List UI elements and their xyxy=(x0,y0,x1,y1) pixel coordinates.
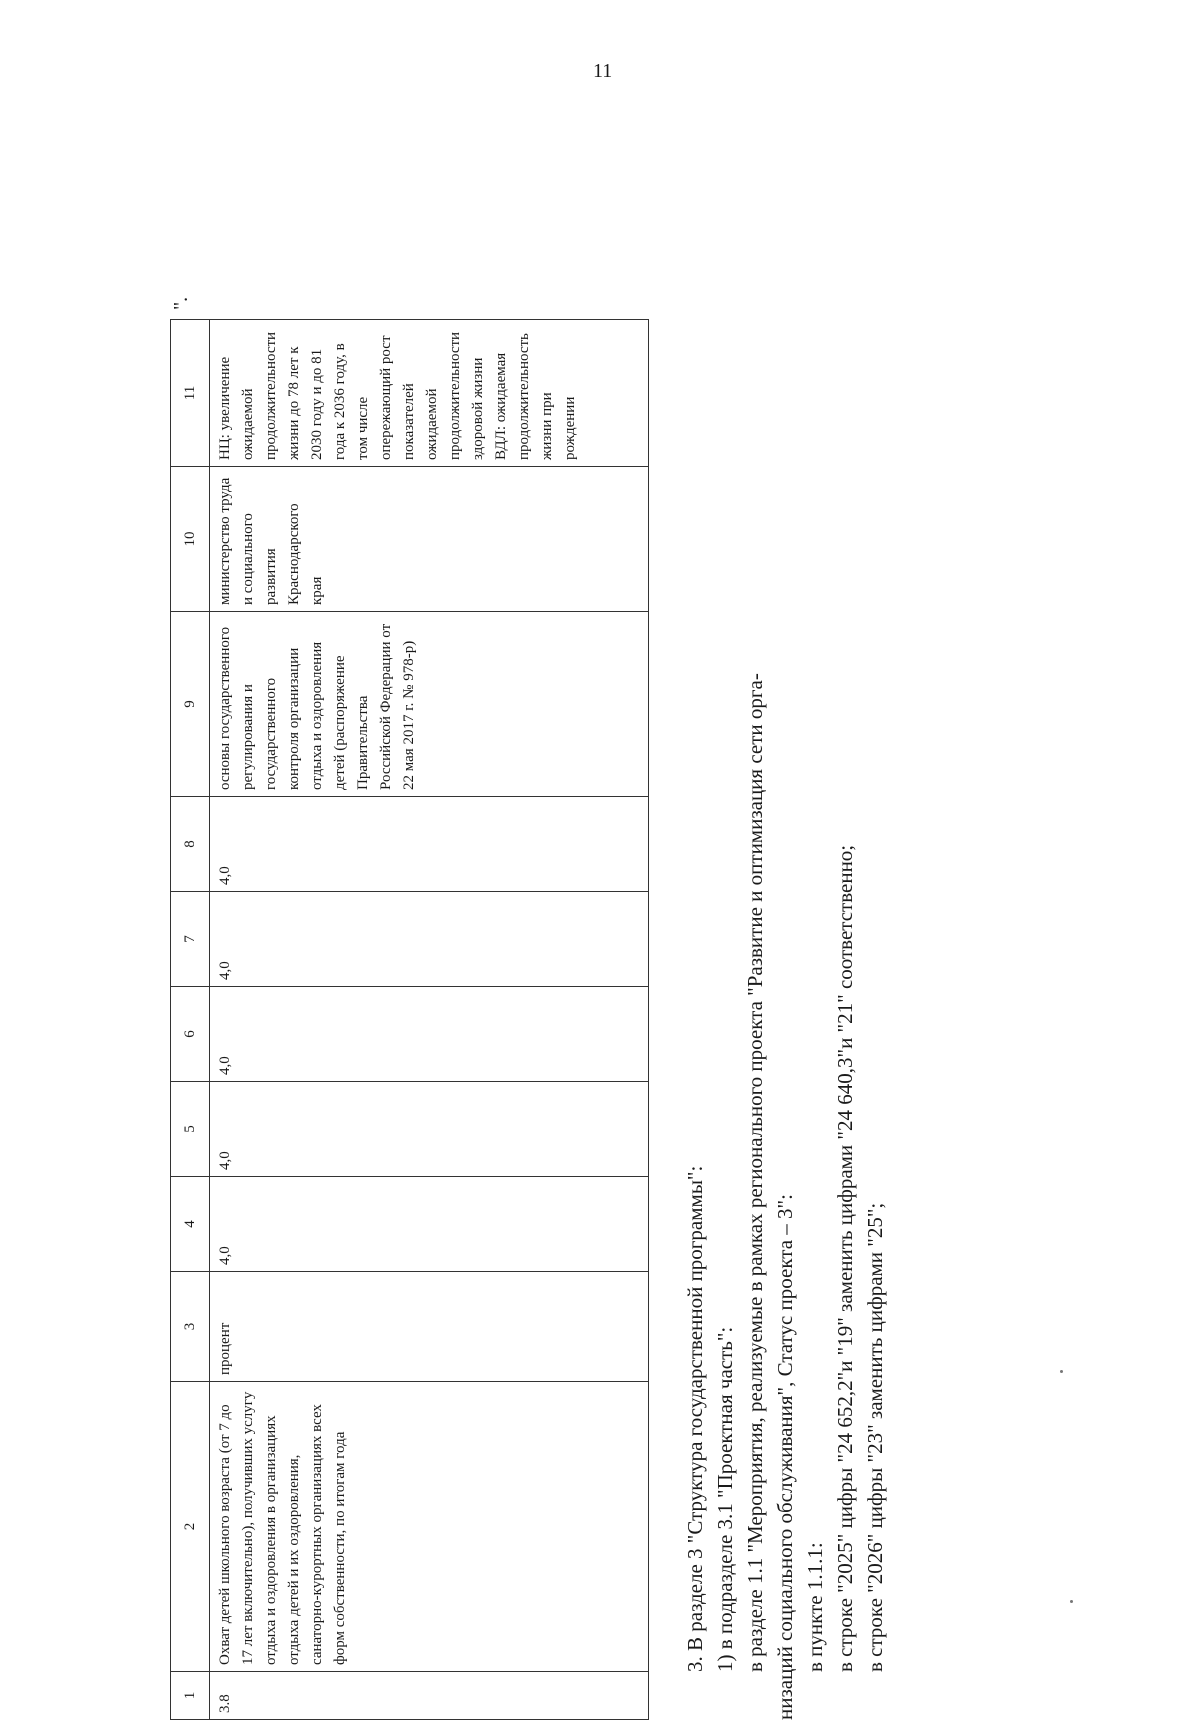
scan-speck xyxy=(1060,1370,1063,1373)
header-col-7: 7 xyxy=(171,892,210,987)
text-line-7: в строке "2026" цифры "23" заменить цифрами "25"; xyxy=(863,1202,887,1672)
header-col-3: 3 xyxy=(171,1272,210,1382)
national-goal-link: НЦ: увеличение ожидаемой продолжительности жизни до 78 лет к 2030 году и до 81 года к 2036 году, в том числе опережающий рост показателей ожидаемой продолжительности здоровой жизни ВДЛ: ожидаемая продолжительность жизни при рождении xyxy=(210,320,649,467)
unit-of-measure: процент xyxy=(210,1272,649,1382)
header-col-5: 5 xyxy=(171,1082,210,1177)
value-col-6: 4,0 xyxy=(210,987,649,1082)
header-col-4: 4 xyxy=(171,1177,210,1272)
header-col-6: 6 xyxy=(171,987,210,1082)
header-col-1: 1 xyxy=(171,1672,210,1720)
value-col-4: 4,0 xyxy=(210,1177,649,1272)
text-line-6: в строке "2025" цифры "24 652,2"и "19" заменить цифрами "24 640,3"и "21" соответственно; xyxy=(833,844,857,1672)
row-number: 3.8 xyxy=(210,1672,649,1720)
header-col-9: 9 xyxy=(171,612,210,797)
closing-quote-mark: ". xyxy=(170,296,192,310)
table-header-row xyxy=(171,320,210,1720)
amendment-text xyxy=(680,160,890,1720)
rotated-landscape-content xyxy=(170,160,1030,1720)
text-line-5: в пункте 1.1.1: xyxy=(803,1542,827,1672)
value-col-8: 4,0 xyxy=(210,797,649,892)
header-col-10: 10 xyxy=(171,467,210,612)
header-col-11: 11 xyxy=(171,320,210,467)
text-line-2: 1) в подразделе 3.1 "Проектная часть": xyxy=(713,1326,737,1672)
indicator-table xyxy=(170,319,649,1720)
header-col-2: 2 xyxy=(171,1382,210,1672)
indicator-name: Охват детей школьного возраста (от 7 до 17 лет включительно), получивших услугу отдыха и оздоровления в организациях отдыха детей и их оздоровления, санаторно-курортных организациях всех форм собственности, по итогам года xyxy=(210,1382,649,1672)
value-col-7: 4,0 xyxy=(210,892,649,987)
value-col-5: 4,0 xyxy=(210,1082,649,1177)
text-line-3: в разделе 1.1 "Мероприятия, реализуемые в рамках регионального проекта "Развитие и оптимизация сети орга- xyxy=(743,673,767,1672)
legal-basis: основы государственного регулирования и государственного контроля организации отдыха и оздоровления детей (распоряжение Правительства Российской Федерации от 22 мая 2017 г. № 978-р) xyxy=(210,612,649,797)
text-line-1: 3. В разделе 3 "Структура государственной программы": xyxy=(683,1165,707,1672)
responsible-body: министерство труда и социального развития Краснодарского края xyxy=(210,467,649,612)
header-col-8: 8 xyxy=(171,797,210,892)
indicator-table-wrapper xyxy=(170,320,649,1720)
scan-speck xyxy=(1070,1600,1073,1603)
page-number: 11 xyxy=(593,60,613,82)
text-line-4: низаций социального обслуживания", Статус проекта – 3": xyxy=(773,1194,797,1720)
table-row xyxy=(210,320,649,1720)
